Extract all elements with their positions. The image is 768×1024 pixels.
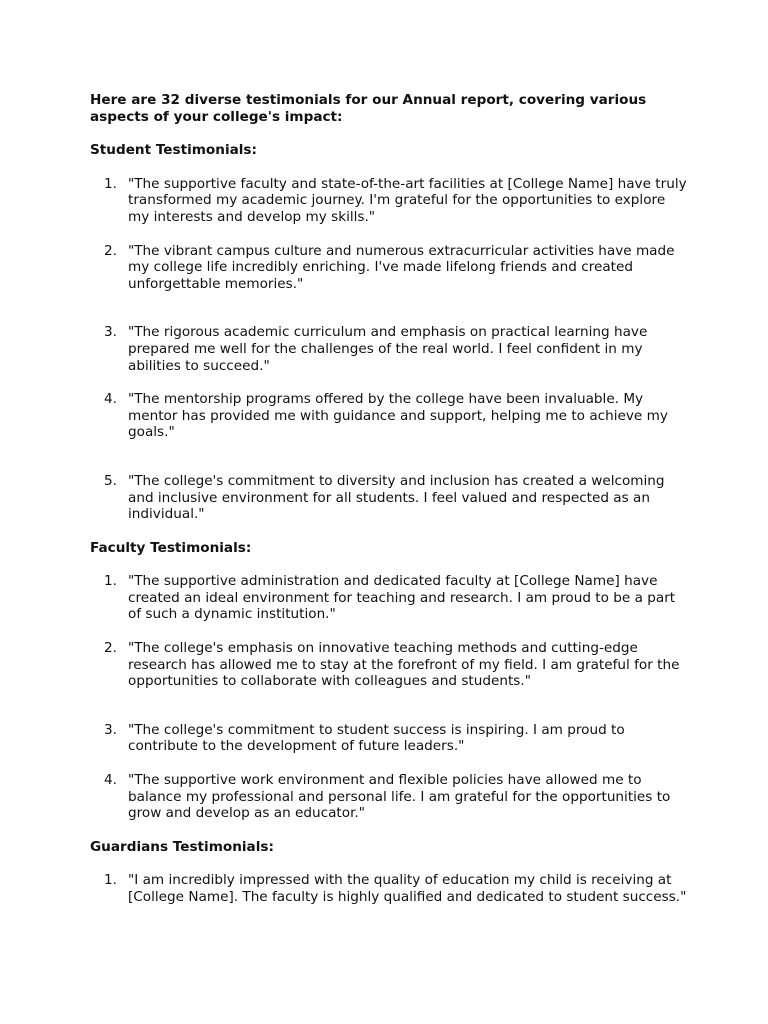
list-item xyxy=(90,640,690,690)
faculty-testimonials-heading: Faculty Testimonials: xyxy=(90,539,252,556)
list-number: 1. xyxy=(104,872,117,889)
testimonial-text: "The vibrant campus culture and numerous extracurricular activities have made my college life incredibly enriching. I've made lifelong friends and created unforgettable memories." xyxy=(128,242,675,292)
guardians-testimonials-list xyxy=(90,872,690,905)
list-number: 3. xyxy=(104,324,117,341)
list-item xyxy=(90,391,690,441)
list-number: 1. xyxy=(104,573,117,590)
list-item xyxy=(90,722,690,755)
testimonial-text: "The mentorship programs offered by the college have been invaluable. My mentor has provided me with guidance and support, helping me to achieve my goals." xyxy=(128,391,668,441)
list-item xyxy=(90,872,690,905)
testimonial-text: "I am incredibly impressed with the quality of education my child is receiving at [College Name]. The faculty is highly qualified and dedicated to student success." xyxy=(128,872,687,905)
list-number: 2. xyxy=(104,242,117,259)
list-number: 1. xyxy=(104,175,117,192)
student-testimonials-list xyxy=(90,176,690,523)
guardians-section xyxy=(90,839,690,906)
testimonial-text: "The rigorous academic curriculum and emphasis on practical learning have prepared me well for the challenges of the real world. I feel confident in my abilities to succeed." xyxy=(128,324,648,374)
faculty-section xyxy=(90,540,690,822)
student-testimonials-heading: Student Testimonials: xyxy=(90,142,257,159)
testimonial-text: "The college's commitment to student success is inspiring. I am proud to contribute to the development of future leaders." xyxy=(128,721,625,755)
testimonial-text: "The supportive work environment and flexible policies have allowed me to balance my professional and personal life. I am grateful for the opportunities to grow and develop as an educator." xyxy=(128,772,671,822)
document-page xyxy=(90,92,690,906)
list-number: 2. xyxy=(104,640,117,657)
testimonial-text: "The college's emphasis on innovative teaching methods and cutting-edge research has allowed me to stay at the forefront of my field. I am grateful for the opportunities to collaborate with colleagues and students." xyxy=(128,640,680,690)
testimonial-text: "The supportive faculty and state-of-the-art facilities at [College Name] have truly transformed my academic journey. I'm grateful for the opportunities to explore my interests and develop my skills." xyxy=(128,175,687,225)
faculty-testimonials-list xyxy=(90,573,690,822)
list-item xyxy=(90,772,690,822)
list-item xyxy=(90,176,690,226)
guardians-testimonials-heading: Guardians Testimonials: xyxy=(90,838,274,855)
list-number: 4. xyxy=(104,391,117,408)
intro-paragraph: Here are 32 diverse testimonials for our Annual report, covering various aspects of your college's impact: xyxy=(90,92,647,125)
list-item xyxy=(90,243,690,293)
testimonial-text: "The supportive administration and dedicated faculty at [College Name] have created an ideal environment for teaching and research. I am proud to be a part of such a dynamic institution." xyxy=(128,573,676,623)
testimonial-text: "The college's commitment to diversity and inclusion has created a welcoming and inclusive environment for all students. I feel valued and respected as an individual." xyxy=(128,472,665,523)
list-item xyxy=(90,473,690,523)
student-section xyxy=(90,142,690,523)
list-item xyxy=(90,324,690,374)
list-number: 5. xyxy=(104,472,117,489)
list-item xyxy=(90,573,690,623)
list-number: 3. xyxy=(104,721,117,738)
list-number: 4. xyxy=(104,772,117,789)
